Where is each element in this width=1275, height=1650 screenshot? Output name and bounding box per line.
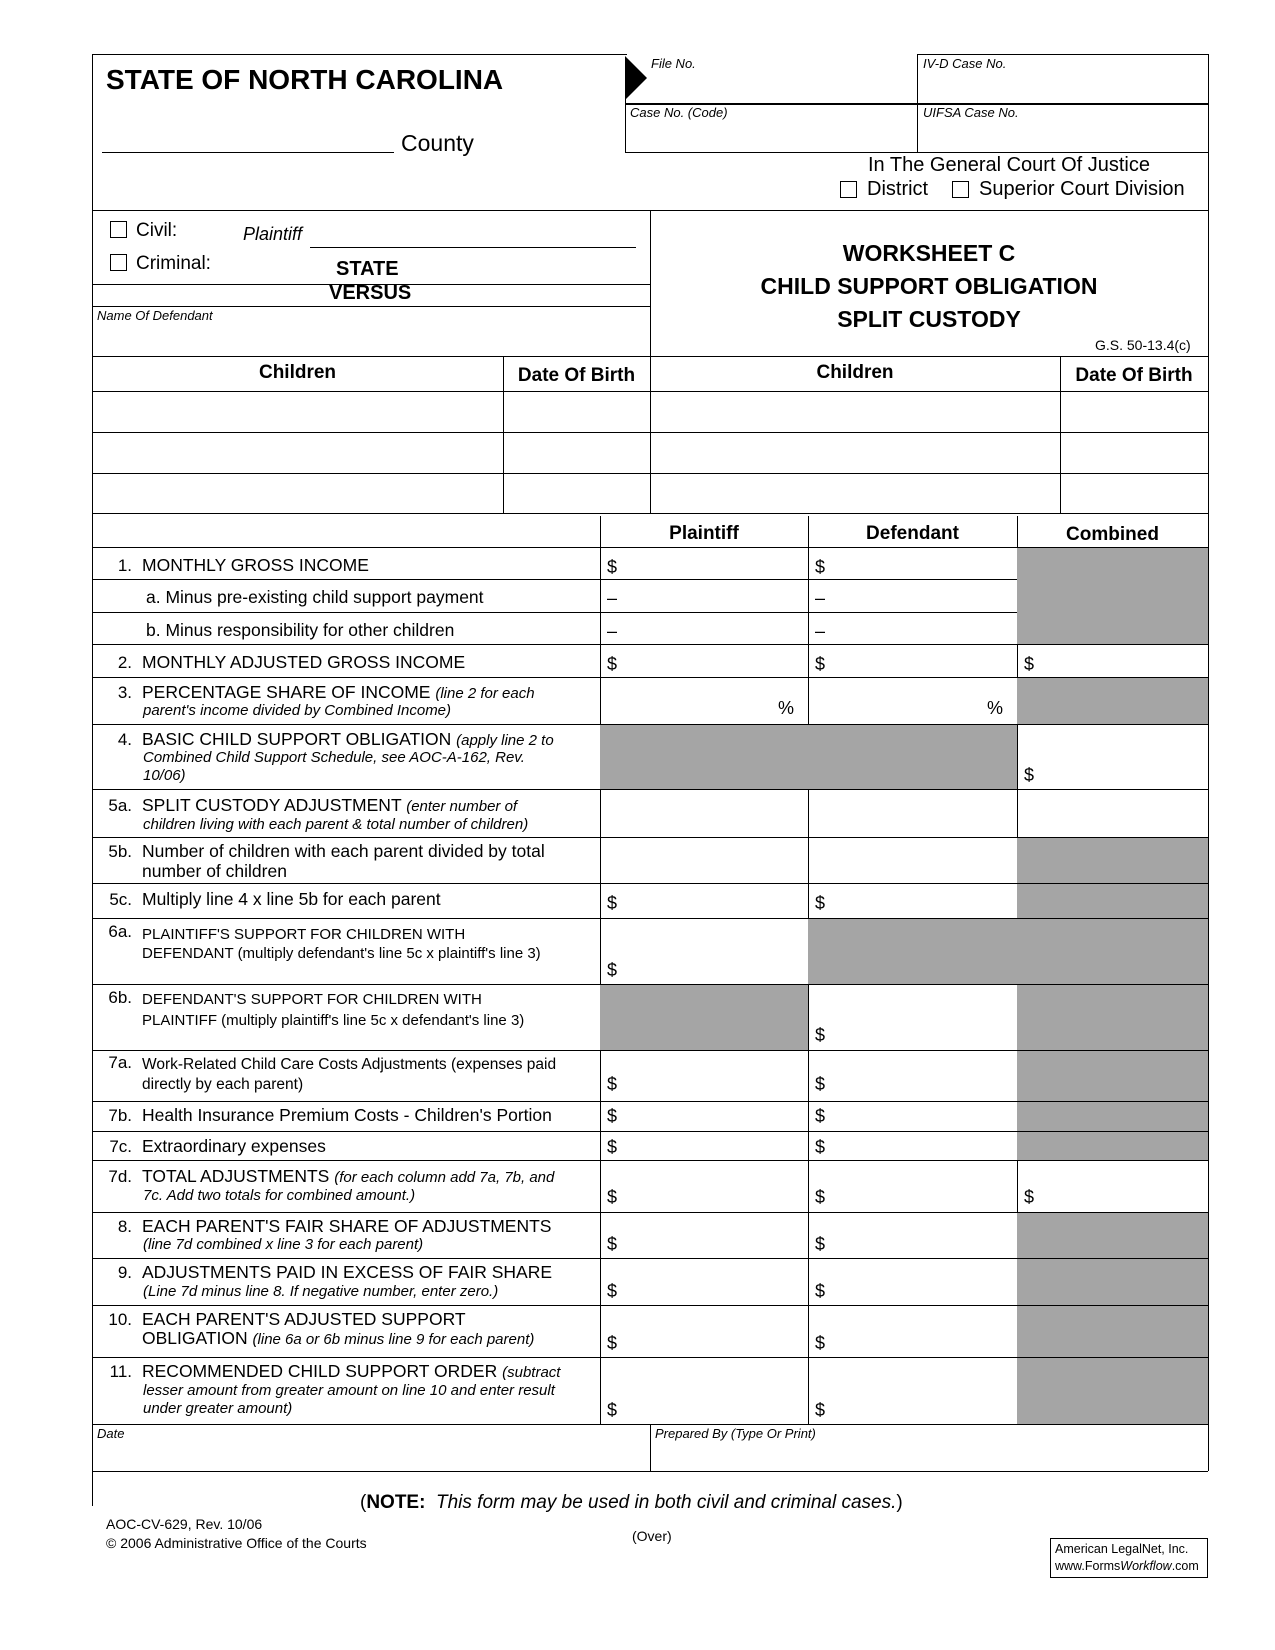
dollar-sign: $	[607, 1187, 618, 1207]
ivd-case-no-field[interactable]	[1010, 56, 1200, 100]
line-number: 1.	[117, 556, 132, 575]
dollar-sign: $	[607, 960, 618, 980]
file-no-label: File No.	[651, 56, 696, 71]
usage-note: (NOTE: This form may be used in both civil and criminal cases.)	[360, 1492, 903, 1513]
line-5c-label: Multiply line 4 x line 5b for each parent	[142, 889, 441, 909]
line-number: 7a.	[108, 1053, 132, 1072]
plaintiff-line[interactable]	[310, 247, 636, 248]
worksheet-subtitle-2: SPLIT CUSTODY	[837, 306, 1021, 332]
superior-label: Superior Court Division	[979, 178, 1185, 200]
dollar-sign: $	[607, 1074, 618, 1094]
dollar-sign: $	[815, 1187, 826, 1207]
line-9-label: ADJUSTMENTS PAID IN EXCESS OF FAIR SHARE	[142, 1262, 553, 1282]
line-7d-label: TOTAL ADJUSTMENTS (for each column add 7a, 7b, and	[142, 1166, 555, 1186]
children-header-right: Children	[816, 362, 894, 383]
dollar-sign: $	[607, 1333, 618, 1353]
date-field[interactable]	[95, 1443, 645, 1469]
defendant-name-field[interactable]	[95, 326, 645, 354]
line-number: 2.	[117, 653, 132, 672]
minus-sign: –	[607, 588, 618, 608]
shaded-cell	[808, 918, 1017, 984]
line-11-label: RECOMMENDED CHILD SUPPORT ORDER (subtract	[142, 1361, 561, 1381]
case-no-code-label: Case No. (Code)	[630, 105, 728, 120]
line-6b-label-2: PLAINTIFF (multiply plaintiff's line 5c x defendant's line 3)	[142, 1012, 525, 1029]
worksheet-subtitle: CHILD SUPPORT OBLIGATION	[760, 273, 1098, 299]
district-label: District	[867, 178, 929, 200]
line-10-label: EACH PARENT'S ADJUSTED SUPPORT	[142, 1309, 466, 1329]
line-number: 5b.	[108, 842, 132, 861]
line-9-note: (Line 7d minus line 8. If negative number, enter zero.)	[143, 1283, 499, 1300]
dollar-sign: $	[1024, 654, 1035, 674]
dollar-sign: $	[815, 1106, 826, 1126]
line-10-label-2: OBLIGATION (line 6a or 6b minus line 9 for each parent)	[142, 1328, 535, 1348]
line-1b-label: b. Minus responsibility for other children	[146, 620, 455, 640]
dollar-sign: $	[815, 1333, 826, 1353]
shaded-cell	[1017, 837, 1208, 1050]
line-number: 11.	[109, 1362, 132, 1381]
dollar-sign: $	[815, 1234, 826, 1254]
dollar-sign: $	[607, 557, 618, 577]
plaintiff-label: Plaintiff	[243, 224, 303, 244]
file-no-field[interactable]	[752, 56, 902, 100]
civil-label: Civil:	[136, 220, 178, 241]
dollar-sign: $	[607, 1400, 618, 1420]
vendor-box	[1050, 1538, 1208, 1578]
line-number: 8.	[117, 1217, 132, 1236]
line-4-note: Combined Child Support Schedule, see AOC-A-162, Rev.	[143, 749, 525, 766]
worksheet-title: WORKSHEET C	[842, 240, 1016, 266]
dollar-sign: $	[607, 1234, 618, 1254]
line-3-label: PERCENTAGE SHARE OF INCOME (line 2 for each	[142, 682, 535, 702]
dollar-sign: $	[607, 654, 618, 674]
date-label: Date	[97, 1426, 125, 1441]
minus-sign: –	[815, 621, 826, 641]
line-number: 10.	[108, 1310, 132, 1329]
vendor-name: American LegalNet, Inc.	[1055, 1542, 1189, 1556]
line-3-note: parent's income divided by Combined Income)	[143, 702, 452, 719]
dollar-sign: $	[607, 1106, 618, 1126]
line-4-label: BASIC CHILD SUPPORT OBLIGATION (apply line 2 to	[142, 729, 554, 749]
shaded-cell	[1017, 547, 1208, 644]
plaintiff-column-header: Plaintiff	[669, 523, 739, 544]
line-7d-note: 7c. Add two totals for combined amount.)	[143, 1187, 416, 1204]
line-6b-label: DEFENDANT'S SUPPORT FOR CHILDREN WITH	[142, 991, 482, 1008]
dollar-sign: $	[815, 893, 826, 913]
minus-sign: –	[815, 588, 826, 608]
state-title: STATE OF NORTH CAROLINA	[106, 64, 504, 95]
district-checkbox[interactable]	[840, 181, 857, 198]
shaded-cell	[600, 724, 1017, 789]
dollar-sign: $	[1024, 1187, 1035, 1207]
line-2-label: MONTHLY ADJUSTED GROSS INCOME	[142, 652, 466, 672]
state-party: STATE	[336, 258, 399, 280]
dob-header-right: Date Of Birth	[1075, 365, 1193, 386]
line-number: 7b.	[108, 1106, 132, 1125]
line-number: 3.	[117, 683, 132, 702]
dollar-sign: $	[815, 1137, 826, 1157]
line-11-note: lesser amount from greater amount on line 10 and enter result	[143, 1382, 555, 1399]
line-5a-note: children living with each parent & total number of children)	[143, 816, 529, 833]
defendant-column-header: Defendant	[866, 523, 959, 544]
superior-checkbox[interactable]	[952, 181, 969, 198]
county-line[interactable]	[102, 152, 394, 153]
line-number: 6b.	[108, 988, 132, 1007]
court-label: In The General Court Of Justice	[868, 154, 1150, 176]
line-number: 6a.	[108, 922, 132, 941]
line-number: 5a.	[108, 796, 132, 815]
copyright: © 2006 Administrative Office of the Courts	[106, 1535, 367, 1551]
statute-ref: G.S. 50-13.4(c)	[1095, 337, 1191, 353]
right-border	[1208, 54, 1209, 1471]
prepared-by-label: Prepared By (Type Or Print)	[655, 1426, 816, 1441]
top-border-left	[92, 54, 627, 55]
line-5b-label: Number of children with each parent divided by total	[142, 841, 545, 861]
prepared-by-field[interactable]	[653, 1443, 1203, 1469]
children-header-left: Children	[258, 362, 337, 383]
line-number: 7d.	[108, 1167, 132, 1186]
line-8-label: EACH PARENT'S FAIR SHARE OF ADJUSTMENTS	[142, 1216, 552, 1236]
criminal-label: Criminal:	[136, 253, 211, 274]
dollar-sign: $	[815, 557, 826, 577]
dollar-sign: $	[815, 654, 826, 674]
versus-label: VERSUS	[329, 282, 412, 304]
dollar-sign: $	[815, 1074, 826, 1094]
shaded-cell	[1017, 1212, 1208, 1424]
shaded-cell	[1017, 677, 1208, 724]
line-number: 9.	[117, 1263, 132, 1282]
line-number: 4.	[117, 730, 132, 749]
dollar-sign: $	[607, 1137, 618, 1157]
arrow-marker-icon	[625, 56, 647, 100]
minus-sign: –	[607, 621, 618, 641]
left-border	[92, 54, 93, 1506]
criminal-checkbox[interactable]	[110, 254, 127, 271]
line-7a-label-2: directly by each parent)	[142, 1076, 304, 1093]
civil-checkbox[interactable]	[110, 221, 127, 238]
line-5b-label-2: number of children	[142, 861, 287, 881]
dollar-sign: $	[607, 1281, 618, 1301]
percent-sign: %	[987, 698, 1004, 718]
dollar-sign: $	[815, 1025, 826, 1045]
line-6a-label-2: DEFENDANT (multiply defendant's line 5c x plaintiff's line 3)	[142, 945, 541, 962]
line-6a-label: PLAINTIFF'S SUPPORT FOR CHILDREN WITH	[142, 926, 466, 943]
percent-sign: %	[778, 698, 795, 718]
dob-header-left: Date Of Birth	[517, 365, 636, 386]
line-7b-label: Health Insurance Premium Costs - Children's Portion	[142, 1105, 552, 1125]
line-4-note-2: 10/06)	[143, 767, 186, 784]
vendor-url[interactable]: www.FormsWorkflow.com	[1055, 1559, 1199, 1573]
line-11-note-2: under greater amount)	[143, 1400, 293, 1417]
dollar-sign: $	[815, 1400, 826, 1420]
shaded-cell	[1017, 1050, 1208, 1160]
line-1-label: MONTHLY GROSS INCOME	[142, 555, 369, 575]
line-7a-label: Work-Related Child Care Costs Adjustments (expenses paid	[142, 1056, 557, 1073]
combined-column-header: Combined	[1066, 524, 1159, 545]
line-number: 5c.	[109, 890, 132, 909]
county-label: County	[401, 130, 474, 156]
dollar-sign: $	[815, 1281, 826, 1301]
line-7c-label: Extraordinary expenses	[142, 1136, 326, 1156]
dollar-sign: $	[1024, 765, 1035, 785]
form-number: AOC-CV-629, Rev. 10/06	[106, 1516, 263, 1532]
line-8-note: (line 7d combined x line 3 for each parent)	[143, 1236, 424, 1253]
line-5a-label: SPLIT CUSTODY ADJUSTMENT (enter number of	[142, 795, 518, 815]
uifsa-case-no-label: UIFSA Case No.	[923, 105, 1019, 120]
over-label: (Over)	[632, 1528, 672, 1544]
ivd-case-no-label: IV-D Case No.	[923, 56, 1007, 71]
shaded-cell	[600, 984, 808, 1050]
dollar-sign: $	[607, 893, 618, 913]
line-number: 7c.	[109, 1137, 132, 1156]
line-1a-label: a. Minus pre-existing child support payment	[146, 587, 484, 607]
defendant-label: Name Of Defendant	[97, 308, 213, 323]
